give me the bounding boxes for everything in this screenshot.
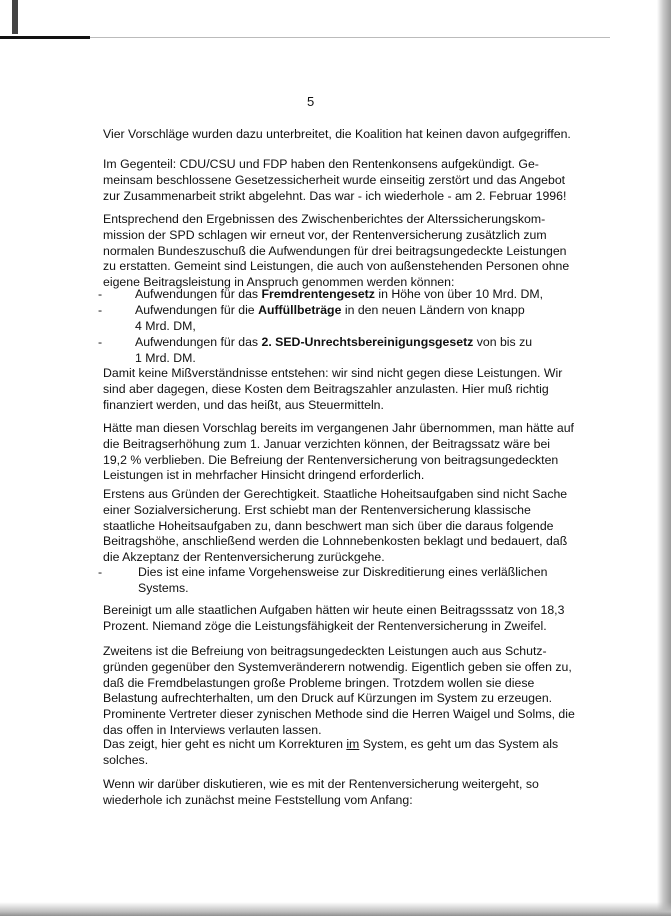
text-line: eigene Beitragsleistung in Anspruch genommen werden können: — [103, 275, 455, 290]
page-number: 5 — [307, 94, 315, 109]
list-item: Aufwendungen für das 2. SED-Unrechtsbereinigungsgesetz von bis zu 1 Mrd. DM. — [135, 335, 533, 365]
text-line: normalen Bundeszuschuß die Aufwendungen für drei beitragsungedeckte Leistungen — [103, 243, 567, 258]
text-line: Belastung aufrechterhalten, um den Druck auf Kürzungen im System zu erzeugen. — [103, 691, 553, 706]
text-line: Im Gegenteil: CDU/CSU und FDP haben den Rentenkonsens aufgekündigt. Ge- — [103, 157, 539, 171]
text-line: Entsprechend den Ergebnissen des Zwischenberichtes der Alterssicherungskom- — [103, 212, 546, 226]
text-line: einer Sozialversicherung. Erst schiebt man der Rentenversicherung klassische — [103, 502, 531, 517]
text-line: Wenn wir darüber diskutieren, wie es mit der Rentenversicherung weitergeht, so — [103, 777, 539, 791]
paragraph-7 — [103, 603, 565, 635]
scan-artifact-right-edge — [657, 0, 671, 916]
list-dash: - — [98, 565, 103, 579]
list-dash: - — [98, 287, 103, 301]
text-line: Damit keine Mißverständnisse entstehen: wir sind nicht gegen diese Leistungen. Wir — [103, 366, 563, 380]
text-line: solches. — [103, 752, 149, 767]
list-dash: - — [98, 335, 103, 349]
text-line: Zweitens ist die Befreiung von beitragsungedeckten Leistungen auch aus Schutz- — [103, 644, 547, 658]
paragraph-3 — [103, 212, 570, 291]
text-line: finanziert werden, und das heißt, aus Steuermitteln. — [103, 397, 384, 412]
paragraph-5 — [103, 421, 574, 484]
text-line: mission der SPD schlagen wir erneut vor, der Rentenversicherung zusätzlich zum — [103, 227, 547, 242]
list-item: Dies ist eine infame Vorgehensweise zur Diskreditierung eines verläßlichen Systems. — [138, 565, 548, 595]
text-line: Hätte man diesen Vorschlag bereits im vergangenen Jahr übernommen, man hätte auf — [103, 421, 574, 435]
list-item: Aufwendungen für das Fremdrentengesetz in Höhe von über 10 Mrd. DM, — [135, 287, 544, 301]
text-line: gründen gegenüber den Systemveränderern notwendig. Eigentlich geben sie offen zu, — [103, 659, 572, 674]
text-line: Beitragshöhe, anschließend werden die Lohnnebenkosten beklagt und bedauert, daß — [103, 534, 568, 549]
paragraph-10 — [103, 777, 539, 809]
paragraph-6 — [103, 487, 568, 566]
text-line: daß die Fremdbelastungen große Probleme bringen. Trotzdem wollen sie diese — [103, 675, 535, 690]
text-line: wiederhole ich zunächst meine Feststellung vom Anfang: — [103, 792, 413, 807]
list-dash: - — [98, 303, 103, 317]
text-line: 19,2 % verblieben. Die Befreiung der Rentenversicherung von beitragsungedeckten — [103, 452, 559, 467]
text-line: das offen in Interviews verlauten lassen. — [103, 722, 322, 737]
paragraph-4 — [103, 366, 563, 413]
paragraph-8 — [103, 644, 575, 739]
text-line: Prozent. Niemand zöge die Leistungsfähigkeit der Rentenversicherung in Zweifel. — [103, 618, 547, 633]
text-line: Erstens aus Gründen der Gerechtigkeit. Staatliche Hoheitsaufgaben sind nicht Sache — [103, 487, 568, 501]
text-line: Leistungen ist in mehrfacher Hinsicht dringend erforderlich. — [103, 468, 425, 483]
text-line: die Beitragserhöhung zum 1. Januar verzichten können, der Beitragssatz wäre bei — [103, 436, 551, 451]
scan-artifact-top-rule — [0, 36, 90, 39]
text-line: staatliche Hoheitsaufgaben zu, dann beschwert man sich über die daraus folgende — [103, 518, 554, 533]
paragraph-9 — [103, 737, 559, 769]
text-line: zu erstatten. Gemeint sind Leistungen, die auch von außenstehenden Personen ohne — [103, 259, 570, 274]
paragraph-2 — [103, 157, 567, 204]
text-line: Vier Vorschläge wurden dazu unterbreitet, die Koalition hat keinen davon aufgegriffen. — [103, 127, 571, 141]
text-line: Das zeigt, hier geht es nicht um Korrekturen im System, es geht um das System als — [103, 737, 559, 751]
scan-artifact-top-line — [90, 37, 610, 38]
scan-artifact-left — [12, 0, 18, 34]
paragraph-1 — [103, 127, 571, 143]
scan-artifact-bottom-edge — [0, 902, 671, 916]
list-item: Aufwendungen für die Auffüllbeträge in den neuen Ländern von knapp 4 Mrd. DM, — [135, 303, 525, 333]
text-line: zur Zusammenarbeit strikt abgelehnt. Das war - ich wiederhole - am 2. Februar 1996! — [103, 188, 567, 203]
text-line: Prominente Vertreter dieser zynischen Methode sind die Herren Waigel und Solms, die — [103, 707, 575, 722]
text-line: die Akzeptanz der Rentenversicherung zurückgehe. — [103, 550, 385, 565]
text-line: meinsam beschlossene Gesetzessicherheit wurde einseitig zerstört und das Angebot — [103, 172, 566, 187]
text-line: Bereinigt um alle staatlichen Aufgaben hätten wir heute einen Beitragsssatz von 18,3 — [103, 603, 565, 617]
text-line: sind aber dagegen, diese Kosten dem Beitragszahler anzulasten. Hier muß richtig — [103, 381, 549, 396]
